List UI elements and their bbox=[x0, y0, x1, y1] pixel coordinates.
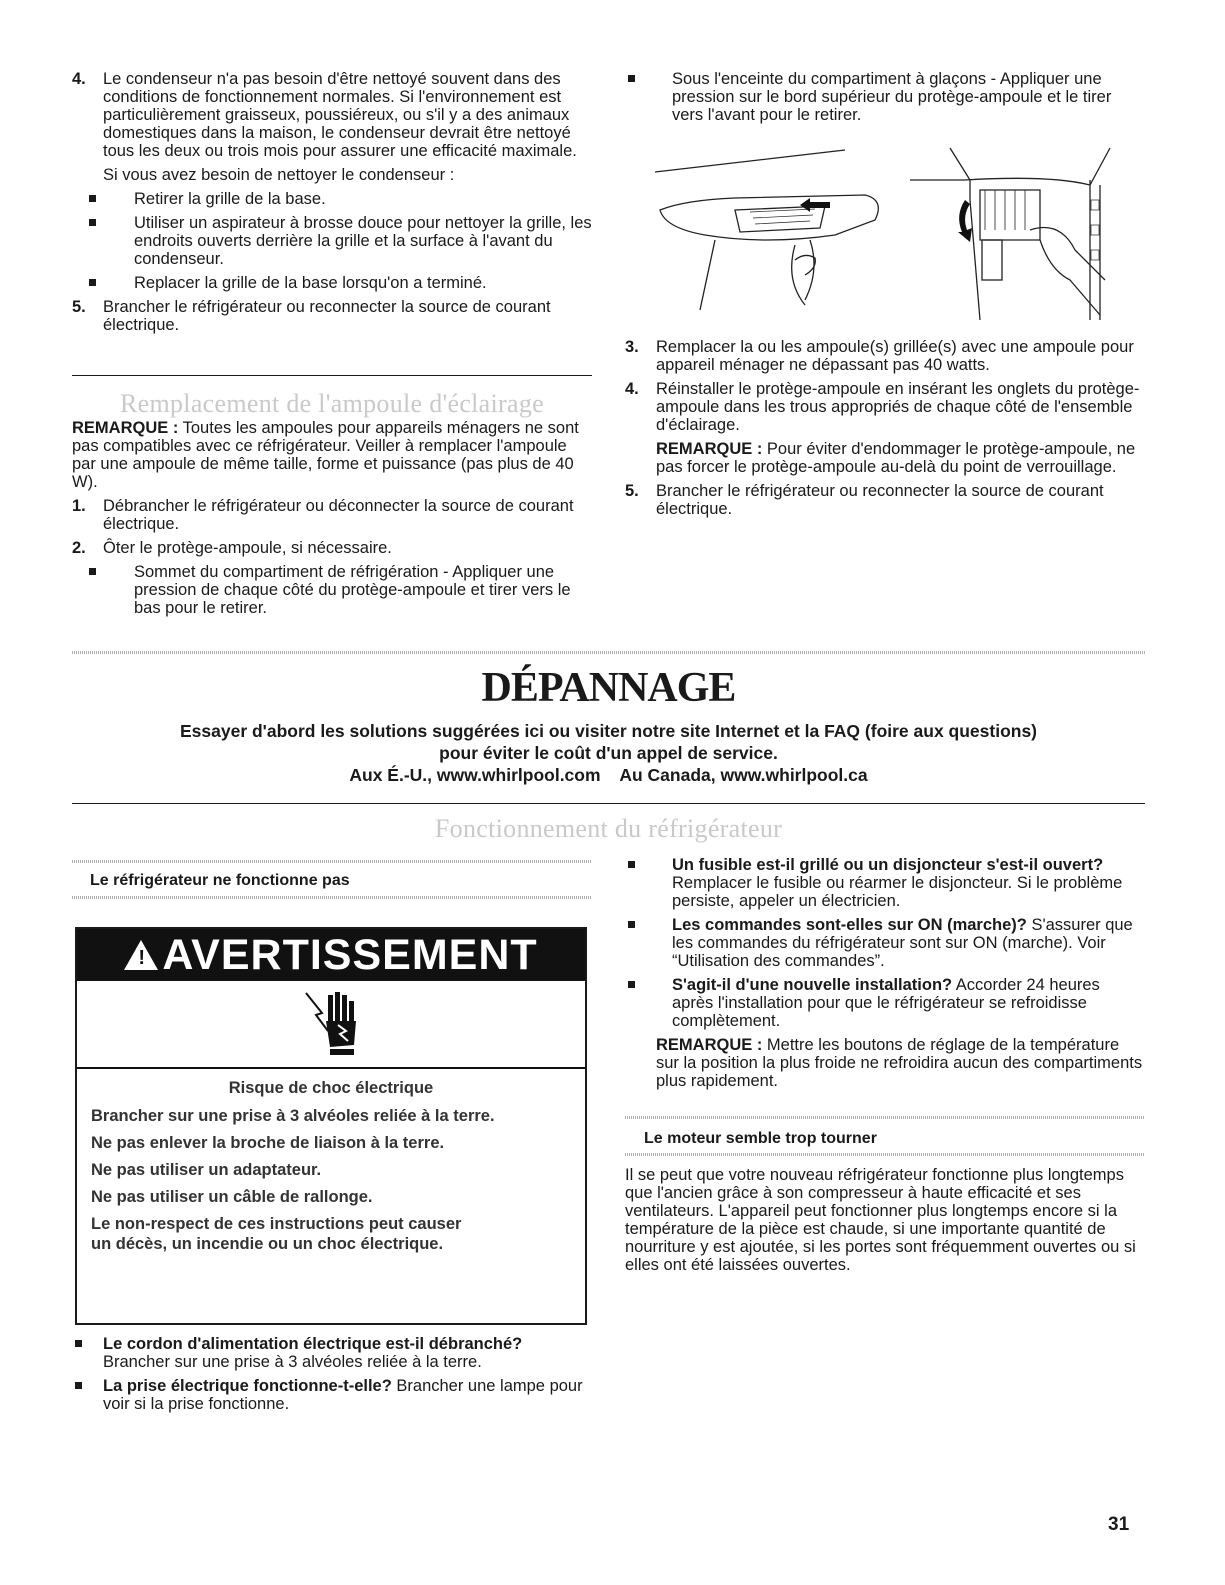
warning-risk: Risque de choc électrique bbox=[228, 1079, 434, 1097]
step-number: 4. bbox=[625, 380, 639, 398]
divider bbox=[72, 651, 1145, 654]
step-text: Réinstaller le protège-ampoule en insérant les onglets du protège-ampoule dans les trous appropriés de chaque côté de l'ensemble d'éclairage. bbox=[656, 380, 1140, 434]
q5-note bbox=[625, 1036, 1145, 1090]
motor-text: Il se peut que votre nouveau réfrigérateur fonctionne plus longtemps que l'ancien grâce à son compresseur à haute efficacité et ses ventilateurs. L'appareil peut fonctionner plus longtemps encore si la température de la pièce est chaude, si une importante quantité de nourriture y est ajoutée, si les portes sont fréquemment ouvertes ou si elles ont été laissées ouvertes. bbox=[625, 1166, 1136, 1274]
subheading: Le réfrigérateur ne fonctionne pas bbox=[90, 872, 350, 889]
right-steps bbox=[625, 338, 1145, 524]
left-questions bbox=[72, 1335, 592, 1419]
ice-compartment-illustration bbox=[900, 140, 1130, 325]
step-text: Brancher le réfrigérateur ou reconnecter la source de courant électrique. bbox=[103, 298, 551, 334]
note-text: Mettre les boutons de réglage de la température sur la position la plus froide ne refroidira aucun des compartiments plus rapidement. bbox=[656, 1036, 1143, 1090]
question: Le cordon d'alimentation électrique est-il débranché? bbox=[103, 1335, 523, 1353]
bulb-step-1 bbox=[72, 497, 592, 533]
divider bbox=[72, 803, 1145, 804]
bulb-note bbox=[72, 419, 592, 491]
step-number: 2. bbox=[72, 539, 86, 557]
divider bbox=[625, 1153, 1145, 1156]
note-label: REMARQUE : bbox=[72, 419, 179, 437]
right-top-column bbox=[625, 70, 1145, 130]
bulb-section bbox=[72, 389, 592, 623]
warning-line: Le non-respect de ces instructions peut causer bbox=[91, 1215, 462, 1233]
step-text: Remplacer la ou les ampoule(s) grillée(s) avec une ampoule pour appareil ménager ne dépassant pas 40 watts. bbox=[656, 338, 1134, 374]
step-number: 3. bbox=[625, 338, 639, 356]
intro-line: Essayer d'abord les solutions suggérées ici ou visiter notre site Internet et la FAQ (foire aux questions) bbox=[179, 721, 1038, 741]
list-item: Replacer la grille de la base lorsqu'on a terminé. bbox=[72, 274, 592, 292]
answer: S'assurer que les commandes du réfrigérateur sont sur ON (marche). Voir “Utilisation des commandes”. bbox=[672, 916, 1133, 970]
step-text: Débrancher le réfrigérateur ou déconnecter la source de courant électrique. bbox=[103, 497, 574, 533]
bulb-step-3 bbox=[625, 338, 1145, 374]
answer: Remplacer le fusible ou réarmer le disjoncteur. Si le problème persiste, appeler un électricien. bbox=[672, 874, 1123, 910]
list-item bbox=[72, 1377, 592, 1413]
question: S'agit-il d'une nouvelle installation? bbox=[672, 976, 953, 994]
warning-header bbox=[77, 929, 585, 981]
condenser-step-4 bbox=[72, 70, 592, 160]
intro-line: pour éviter le coût d'un appel de service. bbox=[439, 743, 778, 763]
step-text: Ôter le protège-ampoule, si nécessaire. bbox=[103, 539, 392, 557]
step-number: 5. bbox=[625, 482, 639, 500]
warning-title: AVERTISSEMENT bbox=[162, 931, 538, 979]
warning-box bbox=[75, 927, 587, 1325]
warning-line: Ne pas utiliser un câble de rallonge. bbox=[91, 1188, 373, 1206]
question: Un fusible est-il grillé ou un disjoncteur s'est-il ouvert? bbox=[672, 856, 1104, 874]
answer: Brancher sur une prise à 3 alvéoles reliée à la terre. bbox=[103, 1353, 482, 1371]
step-number: 1. bbox=[72, 497, 86, 515]
bulb-step-2 bbox=[72, 539, 592, 557]
question: La prise électrique fonctionne-t-elle? bbox=[103, 1377, 392, 1395]
list-item: Sommet du compartiment de réfrigération - Appliquer une pression de chaque côté du protège-ampoule et tirer vers le bas pour le retirer. bbox=[72, 563, 592, 617]
bulb-step-4 bbox=[625, 380, 1145, 434]
warning-line: Ne pas enlever la broche de liaison à la terre. bbox=[91, 1134, 445, 1152]
answer: Brancher une lampe pour voir si la prise fonctionne. bbox=[103, 1377, 583, 1413]
condenser-step-5 bbox=[72, 298, 592, 334]
list-item bbox=[625, 856, 1145, 910]
note-label: REMARQUE : bbox=[656, 440, 763, 458]
subheading: Le moteur semble trop tourner bbox=[644, 1130, 877, 1147]
list-item bbox=[625, 916, 1145, 970]
page-title: DÉPANNAGE bbox=[481, 665, 736, 711]
divider bbox=[72, 860, 592, 863]
warning-line: Brancher sur une prise à 3 alvéoles reliée à la terre. bbox=[91, 1107, 495, 1125]
warning-triangle-icon: ! bbox=[124, 940, 158, 970]
list-item: Sous l'enceinte du compartiment à glaçons - Appliquer une pression sur le bord supérieur du protège-ampoule et le tirer vers l'avant pour le retirer. bbox=[625, 70, 1145, 124]
step-4-note bbox=[625, 440, 1145, 476]
step-text: Le condenseur n'a pas besoin d'être nettoyé souvent dans des conditions de fonctionnement normales. Si l'environnement est particulièrement graisseux, poussiéreux, ou s'il y a des animaux domestiques dans la maison, le condenseur devrait être nettoyé tous les deux ou trois mois pour assurer une efficacité maximale. bbox=[103, 70, 577, 160]
section-heading: Fonctionnement du réfrigérateur bbox=[434, 814, 783, 843]
list-item bbox=[625, 976, 1145, 1030]
list-item: Retirer la grille de la base. bbox=[72, 190, 592, 208]
bulb-step-5 bbox=[625, 482, 1145, 518]
electric-shock-icon bbox=[302, 987, 362, 1057]
warning-line: un décès, un incendie ou un choc électrique. bbox=[91, 1235, 444, 1253]
divider bbox=[625, 1116, 1145, 1119]
divider bbox=[77, 1067, 585, 1069]
question: Les commandes sont-elles sur ON (marche)? bbox=[672, 916, 1027, 934]
condenser-intro: Si vous avez besoin de nettoyer le condenseur : bbox=[103, 166, 455, 184]
page-number: 31 bbox=[1108, 1514, 1130, 1535]
step-text: Brancher le réfrigérateur ou reconnecter la source de courant électrique. bbox=[656, 482, 1104, 518]
divider bbox=[72, 896, 592, 899]
divider bbox=[72, 375, 592, 376]
step-number: 4. bbox=[72, 70, 86, 88]
note-text: Pour éviter d'endommager le protège-ampoule, ne pas forcer le protège-ampoule au-delà du point de verrouillage. bbox=[656, 440, 1136, 476]
list-item bbox=[72, 1335, 592, 1371]
note-text: Toutes les ampoules pour appareils ménagers ne sont pas compatibles avec ce réfrigérateur. Veiller à remplacer l'ampoule par une ampoule de même taille, forme et puissance (pas plus de 40 W). bbox=[72, 419, 579, 491]
step-number: 5. bbox=[72, 298, 86, 316]
warning-instructions bbox=[91, 1107, 571, 1262]
left-top-column bbox=[72, 70, 592, 340]
intro-line: Aux É.-U., www.whirlpool.com Au Canada, www.whirlpool.ca bbox=[349, 765, 868, 785]
section-heading: Remplacement de l'ampoule d'éclairage bbox=[119, 389, 544, 418]
answer: Accorder 24 heures après l'installation pour que le réfrigérateur se refroidisse complètement. bbox=[672, 976, 1100, 1030]
troubleshooting-intro bbox=[72, 720, 1145, 786]
note-label: REMARQUE : bbox=[656, 1036, 763, 1054]
list-item: Utiliser un aspirateur à brosse douce pour nettoyer la grille, les endroits ouverts derrière la grille et la surface à l'avant du condenseur. bbox=[72, 214, 592, 268]
right-questions bbox=[625, 856, 1145, 1090]
warning-line: Ne pas utiliser un adaptateur. bbox=[91, 1161, 322, 1179]
